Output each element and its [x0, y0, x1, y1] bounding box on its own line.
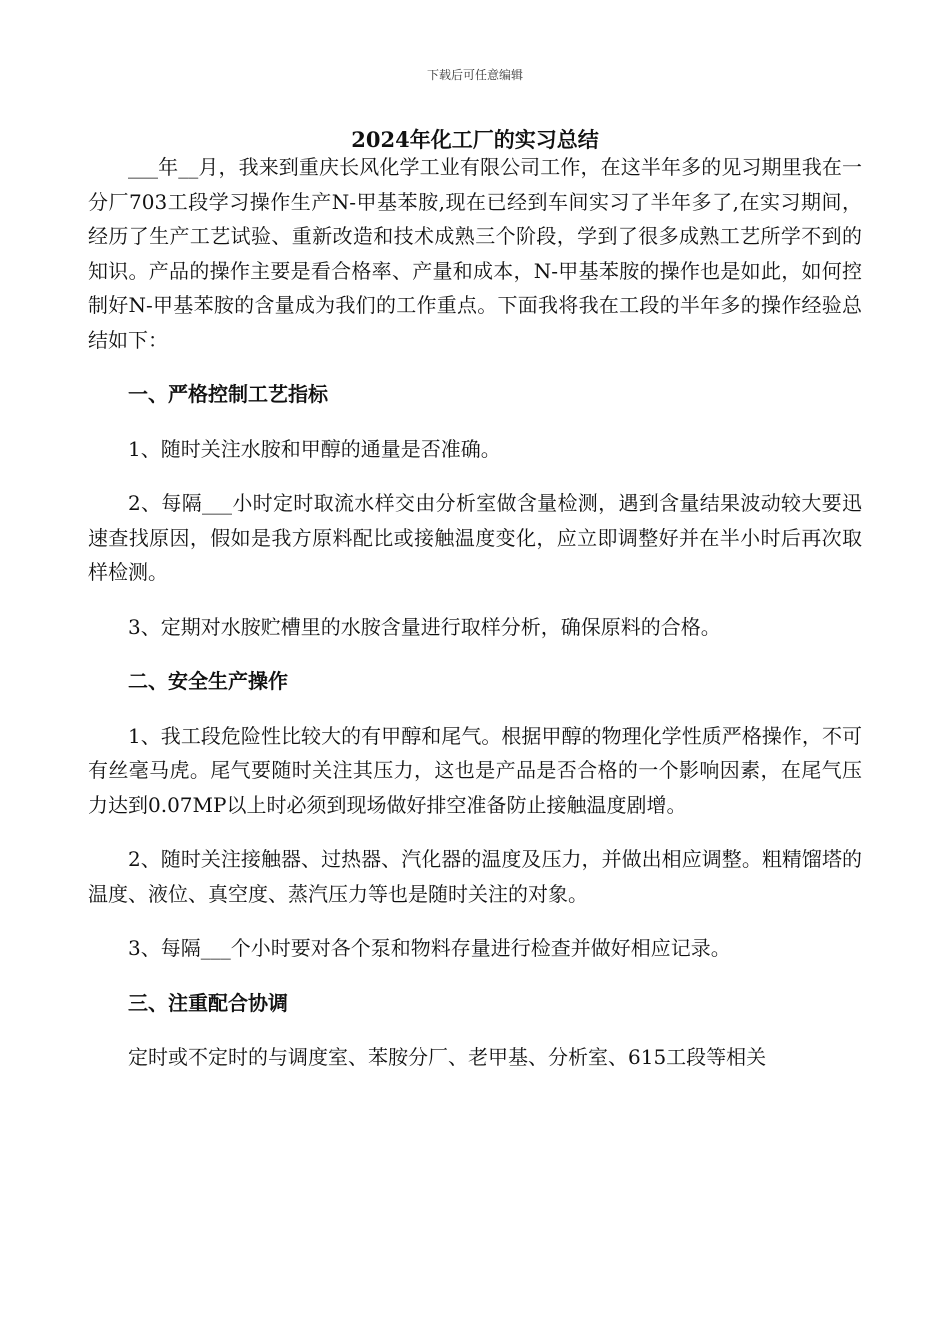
intro-year-mark: 年 [158, 155, 179, 179]
section-1-item-2: 2、每隔___小时定时取流水样交由分析室做含量检测，遇到含量结果波动较大要迅速查找原因，假如是我方原料配比或接触温度变化，应立即调整好并在半小时后再次取样检测。 [88, 491, 862, 584]
section-3-item-1: 定时或不定时的与调度室、苯胺分厂、老甲基、分析室、615工段等相关 [128, 1045, 767, 1069]
intro-blank-1: ___ [128, 155, 158, 179]
section-2-item-2: 2、随时关注接触器、过热器、汽化器的温度及压力，并做出相应调整。粗精馏塔的温度、液位、真空度、蒸汽压力等也是随时关注的对象。 [88, 847, 862, 906]
section-2-item-1: 1、我工段危险性比较大的有甲醇和尾气。根据甲醇的物理化学性质严格操作，不可有丝毫马虎。尾气要随时关注其压力，这也是产品是否合格的一个影响因素，在尾气压力达到0.07MP以上时必须到现场做好排空准备防止接触温度剧增。 [88, 723, 862, 817]
section-heading-2: 二、安全生产操作 [128, 669, 288, 693]
section-1-item-3: 3、定期对水胺贮槽里的水胺含量进行取样分析，确保原料的合格。 [128, 614, 721, 639]
section-heading-3: 三、注重配合协调 [128, 990, 288, 1015]
intro-paragraph [88, 150, 862, 357]
intro-blank-2: __ [178, 155, 199, 179]
document-body [88, 150, 862, 1075]
document-title: 2024年化工厂的实习总结 [351, 127, 599, 152]
section-heading-1: 一、严格控制工艺指标 [128, 382, 328, 406]
section-1-item-1: 1、随时关注水胺和甲醇的通量是否准确。 [128, 436, 501, 461]
section-2-item-3: 3、每隔___个小时要对各个泵和物料存量进行检查并做好相应记录。 [128, 936, 731, 960]
intro-text: 月，我来到重庆长风化学工业有限公司工作，在这半年多的见习期里我在一分厂703工段学习操作生产N-甲基苯胺,现在已经到车间实习了半年多了,在实习期间，经历了生产工艺试验、重新改造和技术成熟三个阶段，学到了很多成熟工艺所学不到的知识。产品的操作主要是看合格率、产量和成本，N-甲基苯胺的操作也是如此，如何控制好N-甲基苯胺的含量成为我们的工作重点。下面我将我在工段的半年多的操作经验总结如下： [88, 155, 863, 352]
header-note: 下载后可任意编辑 [426, 68, 523, 82]
